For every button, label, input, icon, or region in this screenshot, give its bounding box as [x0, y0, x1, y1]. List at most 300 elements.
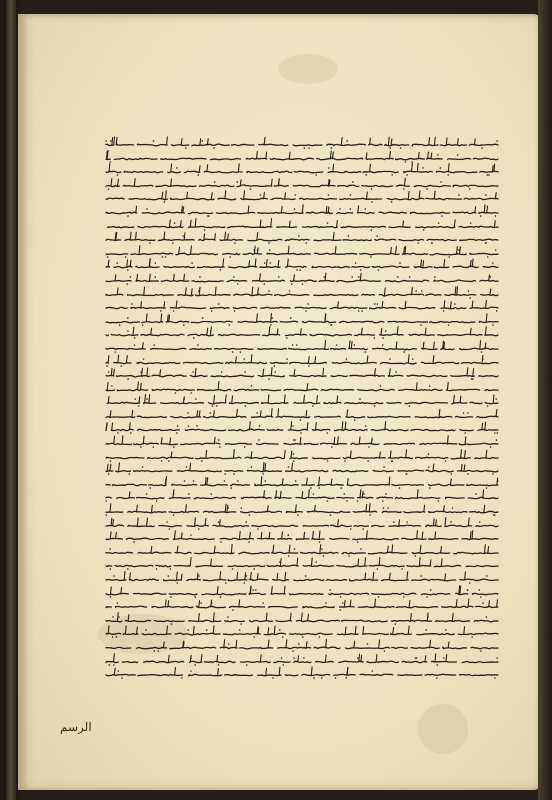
script-dot: [321, 677, 323, 679]
script-word-stroke: [284, 444, 302, 445]
script-dot: [357, 501, 359, 503]
script-ascender: [160, 370, 161, 376]
script-word-stroke: [269, 607, 298, 608]
script-ascender: [467, 368, 468, 376]
script-ascender: [333, 164, 334, 172]
script-word-stroke: [257, 443, 279, 444]
script-word-stroke: [199, 239, 215, 240]
script-word-stroke: [237, 185, 272, 187]
script-word-stroke: [326, 579, 346, 580]
script-ascender: [423, 261, 424, 267]
manuscript-line: [102, 394, 500, 408]
script-strokes: [102, 585, 500, 599]
script-word-stroke: [123, 185, 153, 186]
script-word-stroke: [459, 226, 498, 227]
script-dot: [146, 494, 148, 496]
script-word-stroke: [453, 267, 478, 268]
script-ascender: [461, 449, 462, 457]
script-word-stroke: [106, 579, 126, 580]
script-word-stroke: [253, 280, 285, 281]
script-ascender: [251, 451, 252, 457]
script-dot: [423, 229, 425, 231]
script-ascender: [132, 410, 133, 416]
script-dot: [464, 433, 466, 435]
script-word-stroke: [379, 294, 423, 296]
script-ascender: [285, 193, 286, 199]
script-word-stroke: [106, 566, 112, 567]
script-dot: [190, 534, 192, 536]
script-word-stroke: [448, 158, 471, 159]
script-word-stroke: [174, 566, 190, 567]
script-dot: [431, 242, 433, 244]
manuscript-line: [102, 598, 500, 612]
script-dot: [245, 521, 247, 523]
script-word-stroke: [134, 471, 172, 472]
script-word-stroke: [106, 525, 123, 526]
script-ascender: [367, 192, 368, 199]
script-dot: [166, 521, 168, 523]
script-dot: [434, 276, 436, 278]
script-dot: [354, 419, 356, 421]
script-word-stroke: [426, 199, 462, 200]
script-word-stroke: [166, 321, 189, 322]
script-dot: [219, 446, 221, 448]
script-word-stroke: [384, 443, 415, 444]
script-dot: [120, 365, 122, 367]
script-dot: [306, 242, 308, 244]
script-word-stroke: [106, 171, 121, 172]
script-ascender: [171, 164, 172, 172]
script-word-stroke: [307, 511, 350, 513]
script-dot: [445, 630, 447, 632]
script-strokes: [102, 571, 500, 585]
script-word-stroke: [337, 566, 367, 567]
script-ascender: [365, 558, 366, 566]
script-ascender: [484, 205, 485, 213]
script-word-stroke: [290, 375, 326, 376]
script-dot: [293, 453, 295, 455]
script-ascender: [404, 247, 405, 254]
script-ascender: [307, 423, 308, 430]
script-dot: [228, 643, 230, 645]
script-dot: [233, 473, 235, 475]
script-ascender: [261, 476, 262, 484]
script-dot: [403, 596, 405, 598]
script-dot: [188, 494, 190, 496]
script-ascender: [358, 560, 359, 567]
script-word-stroke: [117, 498, 135, 499]
script-ascender: [447, 436, 448, 444]
script-word-stroke: [137, 362, 180, 363]
script-word-stroke: [231, 144, 253, 145]
script-dot: [395, 371, 397, 373]
script-dot: [230, 487, 232, 489]
catchword: الرسم: [60, 720, 92, 734]
script-dot: [119, 324, 121, 326]
script-word-stroke: [273, 580, 289, 581]
script-word-stroke: [347, 484, 389, 485]
script-dot: [429, 487, 431, 489]
script-ascender: [122, 436, 123, 444]
script-ascender: [186, 505, 187, 512]
script-word-stroke: [303, 226, 338, 227]
script-dot: [346, 501, 348, 503]
script-dot: [313, 494, 315, 496]
script-word-stroke: [388, 321, 427, 322]
script-ascender: [363, 627, 364, 634]
script-word-stroke: [128, 294, 174, 295]
script-word-stroke: [333, 471, 368, 472]
script-dot: [195, 398, 197, 400]
script-word-stroke: [258, 675, 281, 676]
script-dot: [397, 276, 399, 278]
script-dot: [305, 310, 307, 312]
script-ascender: [433, 519, 434, 526]
script-dot: [412, 358, 414, 360]
script-word-stroke: [122, 661, 137, 662]
script-dot: [117, 174, 119, 176]
script-dot: [187, 412, 189, 414]
script-word-stroke: [373, 348, 417, 349]
script-dot: [409, 276, 411, 278]
script-ascender: [277, 573, 278, 580]
script-dot: [421, 575, 423, 577]
script-word-stroke: [106, 443, 132, 444]
script-word-stroke: [188, 212, 212, 213]
script-ascender: [199, 411, 200, 417]
script-word-stroke: [114, 158, 157, 159]
script-dot: [165, 256, 167, 258]
script-word-stroke: [228, 226, 272, 227]
script-word-stroke: [280, 321, 297, 322]
script-dot: [340, 596, 342, 598]
script-word-stroke: [330, 539, 349, 540]
script-ascender: [161, 438, 162, 444]
script-ascender: [147, 368, 148, 376]
script-ascender: [110, 411, 111, 417]
script-word-stroke: [214, 348, 253, 349]
script-ascender: [304, 395, 305, 403]
script-ascender: [344, 601, 345, 608]
script-dot: [469, 188, 471, 190]
script-dot: [187, 630, 189, 632]
script-dot: [430, 589, 432, 591]
script-ascender: [190, 464, 191, 471]
script-word-stroke: [358, 389, 394, 390]
script-word-stroke: [339, 321, 384, 323]
script-dot: [480, 215, 482, 217]
script-word-stroke: [396, 158, 425, 159]
script-dot: [313, 677, 315, 679]
script-dot: [300, 433, 302, 435]
script-dot: [129, 473, 131, 475]
script-dot: [253, 637, 255, 639]
script-dot: [224, 473, 226, 475]
script-word-stroke: [295, 171, 323, 173]
script-strokes: [102, 503, 500, 517]
manuscript-line: [102, 544, 500, 558]
script-dot: [367, 460, 369, 462]
script-dot: [176, 167, 178, 169]
script-dot: [221, 371, 223, 373]
script-dot: [343, 494, 345, 496]
script-ascender: [389, 477, 390, 485]
script-word-stroke: [341, 226, 385, 227]
script-dot: [259, 195, 261, 197]
script-word-stroke: [203, 511, 235, 512]
script-word-stroke: [220, 647, 237, 648]
script-ascender: [306, 410, 307, 416]
script-ascender: [335, 246, 336, 254]
script-ascender: [147, 518, 148, 526]
script-word-stroke: [314, 240, 341, 241]
script-word-stroke: [111, 335, 138, 336]
script-dot: [229, 324, 231, 326]
script-dot: [443, 310, 445, 312]
script-ascender: [465, 572, 466, 580]
script-dot: [197, 344, 199, 346]
script-strokes: [102, 204, 500, 218]
script-dot: [331, 147, 333, 149]
script-dot: [220, 541, 222, 543]
script-dot: [127, 331, 129, 333]
script-dot: [127, 215, 129, 217]
script-word-stroke: [304, 443, 318, 444]
script-dot: [116, 263, 118, 265]
script-ascender: [176, 572, 177, 580]
script-word-stroke: [476, 525, 498, 526]
script-ascender: [434, 342, 435, 349]
script-word-stroke: [456, 593, 468, 594]
script-ascender: [225, 232, 226, 240]
script-dot: [106, 514, 108, 516]
script-dot: [274, 371, 276, 373]
script-dot: [496, 310, 498, 312]
script-word-stroke: [471, 647, 498, 649]
script-dot: [371, 439, 373, 441]
script-dot: [382, 344, 384, 346]
script-dot: [198, 528, 200, 530]
script-ascender: [223, 259, 224, 267]
manuscript-line: [102, 231, 500, 245]
script-ascender: [464, 627, 465, 634]
script-dot: [256, 412, 258, 414]
script-ascender: [457, 246, 458, 253]
script-ascender: [439, 409, 440, 417]
script-dot: [479, 589, 481, 591]
script-ascender: [375, 369, 376, 376]
script-ascender: [260, 220, 261, 227]
script-ascender: [434, 137, 435, 145]
script-dot: [107, 256, 109, 258]
script-dot: [246, 575, 248, 577]
script-word-stroke: [241, 661, 271, 662]
script-dot: [452, 507, 454, 509]
script-word-stroke: [470, 307, 498, 308]
script-word-stroke: [293, 145, 322, 146]
script-word-stroke: [425, 674, 456, 675]
script-dot: [376, 235, 378, 237]
script-ascender: [354, 641, 355, 648]
script-word-stroke: [388, 457, 412, 458]
script-strokes: [102, 639, 500, 653]
script-dot: [198, 290, 200, 292]
script-word-stroke: [241, 498, 271, 499]
script-dot: [425, 630, 427, 632]
script-word-stroke: [302, 321, 335, 322]
script-word-stroke: [370, 308, 396, 309]
script-dot: [482, 358, 484, 360]
script-ascender: [323, 368, 324, 376]
script-word-stroke: [276, 416, 310, 417]
script-dot: [286, 358, 288, 360]
script-ascender: [232, 396, 233, 403]
script-ascender: [424, 505, 425, 512]
script-dot: [326, 433, 328, 435]
script-dot: [182, 235, 184, 237]
script-dot: [173, 514, 175, 516]
script-dot: [186, 466, 188, 468]
script-word-stroke: [196, 566, 223, 567]
script-dot: [259, 426, 261, 428]
script-dot: [308, 365, 310, 367]
script-dot: [118, 670, 120, 672]
script-dot: [126, 283, 128, 285]
script-word-stroke: [337, 185, 359, 186]
script-ascender: [239, 532, 240, 539]
script-dot: [495, 215, 497, 217]
script-word-stroke: [312, 267, 350, 268]
script-ascender: [367, 356, 368, 363]
script-word-stroke: [462, 661, 498, 662]
script-ascender: [359, 437, 360, 444]
script-dot: [310, 487, 312, 489]
script-word-stroke: [114, 266, 132, 268]
script-strokes: [102, 367, 500, 381]
script-word-stroke: [210, 308, 229, 309]
script-word-stroke: [137, 416, 166, 417]
script-dot: [234, 310, 236, 312]
script-word-stroke: [334, 675, 355, 676]
script-dot: [133, 541, 135, 543]
script-dot: [268, 378, 270, 380]
script-word-stroke: [188, 226, 225, 227]
script-dot: [490, 446, 492, 448]
script-ascender: [135, 232, 136, 240]
script-dot: [245, 405, 247, 407]
script-dot: [371, 202, 373, 204]
script-ascender: [198, 613, 199, 620]
manuscript-line: [102, 571, 500, 585]
script-dot: [282, 664, 284, 666]
script-dot: [393, 521, 395, 523]
script-ascender: [461, 465, 462, 472]
script-ascender: [213, 613, 214, 621]
script-dot: [173, 446, 175, 448]
script-ascender: [260, 655, 261, 662]
script-ascender: [111, 178, 112, 185]
script-dot: [116, 637, 118, 639]
script-word-stroke: [453, 212, 476, 213]
script-ascender: [108, 397, 109, 403]
script-ascender: [396, 246, 397, 253]
script-dot: [218, 303, 220, 305]
script-strokes: [102, 598, 500, 612]
script-dot: [218, 521, 220, 523]
script-word-stroke: [445, 294, 476, 295]
script-word-stroke: [302, 675, 330, 676]
script-ascender: [136, 206, 137, 213]
script-ascender: [180, 220, 181, 226]
script-dot: [495, 398, 497, 400]
script-strokes: [102, 666, 500, 680]
script-dot: [234, 242, 236, 244]
script-ascender: [325, 655, 326, 662]
script-dot: [197, 174, 199, 176]
script-dot: [227, 616, 229, 618]
foxing-stain: [278, 54, 338, 84]
script-word-stroke: [331, 376, 347, 377]
script-ascender: [455, 286, 456, 294]
script-ascender: [325, 273, 326, 281]
script-word-stroke: [239, 552, 269, 554]
script-dot: [391, 460, 393, 462]
script-dot: [188, 426, 190, 428]
script-ascender: [369, 504, 370, 512]
script-dot: [336, 344, 338, 346]
script-ascender: [366, 531, 367, 539]
script-word-stroke: [138, 226, 183, 227]
script-dot: [326, 501, 328, 503]
script-word-stroke: [159, 525, 182, 526]
script-ascender: [165, 191, 166, 199]
script-ascender: [425, 655, 426, 661]
script-word-stroke: [191, 321, 232, 323]
script-dot: [302, 637, 304, 639]
script-word-stroke: [204, 171, 242, 173]
script-ascender: [271, 368, 272, 376]
script-word-stroke: [170, 199, 214, 201]
script-dot: [299, 270, 301, 272]
script-dot: [250, 188, 252, 190]
script-ascender: [258, 288, 259, 295]
script-dot: [305, 575, 307, 577]
script-word-stroke: [106, 254, 128, 255]
script-dot: [114, 351, 116, 353]
script-word-stroke: [170, 307, 205, 308]
script-dot: [145, 630, 147, 632]
script-dot: [243, 358, 245, 360]
script-dot: [327, 222, 329, 224]
script-word-stroke: [203, 579, 226, 580]
script-ascender: [260, 274, 261, 281]
script-word-stroke: [216, 212, 254, 213]
script-dot: [401, 569, 403, 571]
script-dot: [458, 249, 460, 251]
script-word-stroke: [454, 552, 498, 553]
script-dot: [225, 582, 227, 584]
script-dot: [269, 249, 271, 251]
script-dot: [293, 439, 295, 441]
script-dot: [252, 589, 254, 591]
script-dot: [471, 637, 473, 639]
script-dot: [169, 528, 171, 530]
script-word-stroke: [252, 416, 273, 417]
script-word-stroke: [225, 620, 245, 621]
script-dot: [268, 290, 270, 292]
script-word-stroke: [204, 661, 235, 662]
script-word-stroke: [312, 539, 324, 540]
